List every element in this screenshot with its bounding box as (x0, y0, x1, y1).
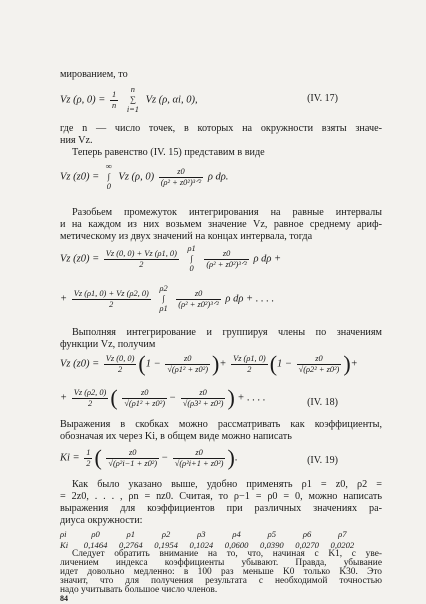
fraction: $\frac{Vz (0, 0)}{2}$ (105, 353, 135, 374)
fraction: z0 (ρ² + z0²)³ᐟ² (206, 248, 247, 269)
text-line: Выражения в скобках можно рассматривать как коэффициенты, (60, 419, 382, 430)
equation-number: (IV. 18) (307, 397, 338, 408)
equation-integral (60, 162, 382, 192)
text-line: Как было указано выше, удобно применять ρ1 = z0, ρ2 = (72, 479, 382, 490)
plus-sign: + (60, 293, 68, 305)
text-line: мированием, то (60, 69, 128, 80)
equation-number: (IV. 19) (307, 455, 338, 466)
equation-iv-19: Ki = $\frac{1}{2}$ ( $\frac{z0}{\text{√(ρ²i−1 + z0²)}}$ − $\frac{z0}{\text{√(ρ²i+1 + z0²)}}$ ). (IV. 19) (60, 445, 338, 470)
fraction: z0 (ρ² + z0²)³ᐟ² (178, 288, 219, 309)
equation-iv-17 (60, 85, 382, 115)
equation-tail: ρ dρ + (253, 253, 282, 265)
text-line: где n — число точек, в которых на окружности взяты значе- (60, 123, 382, 134)
table-row-k: Ki 0,1464 0,2764 0,1954 0,1024 0,0600 0,0390 0,0270 0,0202 (60, 540, 355, 550)
text-line: выражения для коэффициентов при различных значениях ра- (60, 503, 382, 514)
text-line: диуса окружности: (60, 515, 143, 526)
fraction: $\frac{z0}{\text{√(ρ3² + z0²)}}$ (182, 387, 224, 408)
equation-lhs: Vz (z0) = (60, 171, 100, 183)
fraction: $\frac{z0}{\text{√(ρ1² + z0²)}}$ (167, 353, 209, 374)
fraction: $\frac{z0}{\text{√(ρ²i−1 + z0²)}}$ (108, 447, 158, 468)
integrand: Vz (ρ, 0) (118, 171, 155, 183)
text-line: значит, что для получения результата с необходимой точностью (60, 576, 382, 586)
fraction: $\frac{z0}{\text{√(ρ2² + z0²)}}$ (298, 353, 340, 374)
integral-sign: ρ1 ∫ 0 (187, 244, 196, 273)
integral-sign: ρ2 ∫ ρ1 (159, 284, 168, 313)
fraction: $\frac{Vz (\rho 1, 0)}{2}$ (233, 353, 266, 374)
text-line: ния Vz. (60, 135, 93, 146)
equation-tail: + . . . . (237, 392, 266, 404)
text-line: личением индекса коэффициенты убывают. Правда, убывание (60, 558, 382, 568)
text-line: Разобьем промежуток интегрирования на равные интервалы (72, 207, 382, 218)
sum-sign: n ∑ i=1 (126, 85, 139, 114)
equation-tail: ρ dρ. (207, 171, 229, 183)
text-line: обозначая их через Ki, в общем виде можно написать (60, 431, 292, 442)
text-line: идет довольно медленно: в 100 раз меньше K0 только K30. Это (60, 567, 382, 577)
plus-sign: + (60, 392, 68, 404)
fraction: $\frac{1}{n}$ (112, 89, 117, 110)
fraction: z0 (ρ² + z0²)³ᐟ² (160, 166, 202, 187)
text-line: Теперь равенство (IV. 15) представим в виде (72, 147, 265, 158)
text-line: = 2z0, . . . , ρn = nz0. Считая, то ρ−1 = ρ0 = 0, можно написать (60, 491, 382, 502)
fraction: $\frac{z0}{\text{√(ρ1² + z0²)}}$ (124, 387, 166, 408)
page-number: 84 (60, 594, 68, 603)
integral-sign: ∞ ∫ 0 (105, 162, 112, 191)
equation-lhs: Ki = (60, 452, 80, 464)
fraction: $\frac{Vz (\rho 1, 0) + Vz (\rho 2, 0)}{2}$ (73, 288, 149, 309)
equation-iv-18-line1: Vz (z0) = $\frac{Vz (0, 0)}{2}$ (1 − $\frac{z0}{\text{√(ρ1² + z0²)}}$ )+ $\frac{Vz (\rho 1, 0)}{2}$ (1 − $\frac{z0}{\text{√(ρ2² + z0²)}}$ )+ (60, 351, 358, 376)
text-line: надо учитывать большое число членов. (60, 585, 218, 595)
equation-lhs: Vz (z0) = (60, 253, 100, 265)
table-row-rho: ρi ρ0 ρ1 ρ2 ρ3 ρ4 ρ5 ρ6 ρ7 (60, 529, 347, 539)
text-line: метическому из двух значений на концах интервала, тогда (60, 231, 313, 242)
text-line: функции Vz, получим (60, 339, 156, 350)
fraction: $\frac{Vz (\rho 2, 0)}{2}$ (73, 387, 107, 408)
equation-rhs: Vz (ρ, αi, 0), (145, 94, 198, 106)
text-line: Следует обратить внимание на то, что, начиная с K1, с уве- (72, 549, 382, 559)
equation-iv-18-line2: + $\frac{Vz (\rho 2, 0)}{2}$ ( $\frac{z0}{\text{√(ρ1² + z0²)}}$ − $\frac{z0}{\text{√(ρ3² + z0²)}}$ ) + . . . . (IV. 18) (60, 385, 338, 410)
equation-lhs: Vz (z0) = (60, 358, 100, 370)
fraction: $\frac{1}{2}$ (86, 447, 91, 468)
equation-tail: ρ dρ + . . . . (225, 293, 275, 305)
equation-split-a (60, 244, 382, 274)
text-line: и на каждом из них возьмем значение Vz, равное среднему ариф- (60, 219, 382, 230)
fraction: $\frac{z0}{\text{√(ρ²i+1 + z0²)}}$ (174, 447, 224, 468)
text-line: Выполняя интегрирование и группируя члены по значениям (72, 327, 382, 338)
equation-number: (IV. 17) (307, 93, 338, 104)
equation-lhs: Vz (ρ, 0) = (60, 94, 106, 106)
fraction: $\frac{Vz (0, 0) + Vz (\rho 1, 0)}{2}$ (105, 248, 177, 269)
equation-split-b (60, 284, 382, 314)
